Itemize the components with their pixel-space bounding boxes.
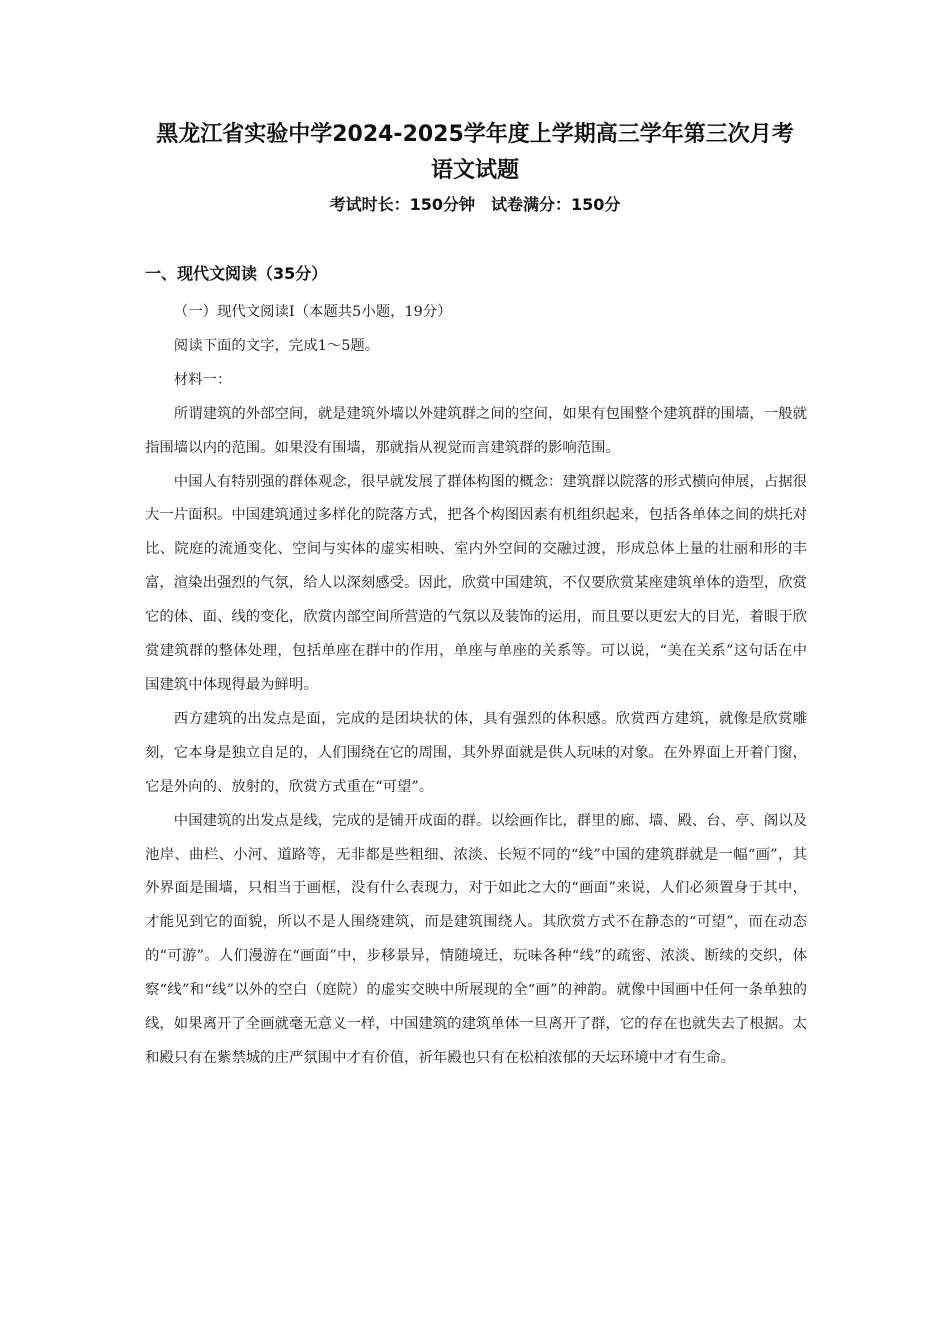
- reading-instruction: 阅读下面的文字，完成1～5题。: [173, 337, 380, 354]
- material-label: 材料一：: [173, 371, 232, 388]
- paragraph: 中国建筑的出发点是线，完成的是铺开成面的群。以绘画作比，群里的廊、墙、殿、台、亭、阁以及池岸、曲栏、小河、道路等，无非都是些粗细、浓淡、长短不同的“线”中国的建筑群就是一幅“画”，其外界面是围墙，只相当于画框，没有什么表现力，对于如此之大的“画面”来说，人们必须置身于其中，才能见到它的面貌，所以不是人围绕建筑，而是建筑围绕人。其欣赏方式不在静态的“可望”，而在动态的“可游”。人们漫游在“画面”中，步移景异，情随境迁，玩味各种“线”的疏密、浓淡、断续的交织，体察“线”和“线”以外的空白（庭院）的虚实交映中所展现的全“画”的神韵。就像中国画中任何一条单独的线，如果离开了全画就毫无意义一样，中国建筑的建筑单体一旦离开了群，它的存在也就失去了根据。太和殿只有在紫禁城的庄严氛围中才有价值，祈年殿也只有在松柏浓郁的天坛环境中才有生命。: [145, 812, 807, 1066]
- paragraph: 所谓建筑的外部空间，就是建筑外墙以外建筑群之间的空间，如果有包围整个建筑群的围墙，一般就指围墙以内的范围。如果没有围墙，那就指从视觉而言建筑群的影响范围。: [145, 405, 807, 456]
- section-heading: 一、现代文阅读（35分）: [145, 264, 328, 283]
- exam-title: 黑龙江省实验中学2024-2025学年度上学期高三学年第三次月考: [156, 122, 794, 147]
- paragraph: 中国人有特别强的群体观念，很早就发展了群体构图的概念：建筑群以院落的形式横向伸展，占据很大一片面积。中国建筑通过多样化的院落方式，把各个构图因素有机组织起来，包括各单体之间的烘托对比、院庭的流通变化、空间与实体的虚实相映、室内外空间的交融过渡，形成总体上量的壮丽和形的丰富，渲染出强烈的气氛，给人以深刻感受。因此，欣赏中国建筑，不仅要欣赏某座建筑单体的造型，欣赏它的体、面、线的变化，欣赏内部空间所营造的气氛以及装饰的运用，而且要以更宏大的目光，着眼于欣赏建筑群的整体处理，包括单座在群中的作用，单座与单座的关系等。可以说，“美在关系”这句话在中国建筑中体现得最为鲜明。: [145, 473, 807, 693]
- reading-content: [145, 296, 807, 1076]
- exam-subtitle: 语文试题: [430, 158, 519, 183]
- exam-meta: 考试时长：150分钟 试卷满分：150分: [329, 195, 621, 214]
- paragraph: 西方建筑的出发点是面，完成的是团块状的体，具有强烈的体积感。欣赏西方建筑，就像是欣赏雕刻，它本身是独立自足的，人们围绕在它的周围，其外界面就是供人玩味的对象。在外界面上开着门窗，它是外向的、放射的，欣赏方式重在“可望”。: [145, 710, 807, 795]
- subsection-heading: （一）现代文阅读Ⅰ（本题共5小题，19分）: [173, 304, 452, 320]
